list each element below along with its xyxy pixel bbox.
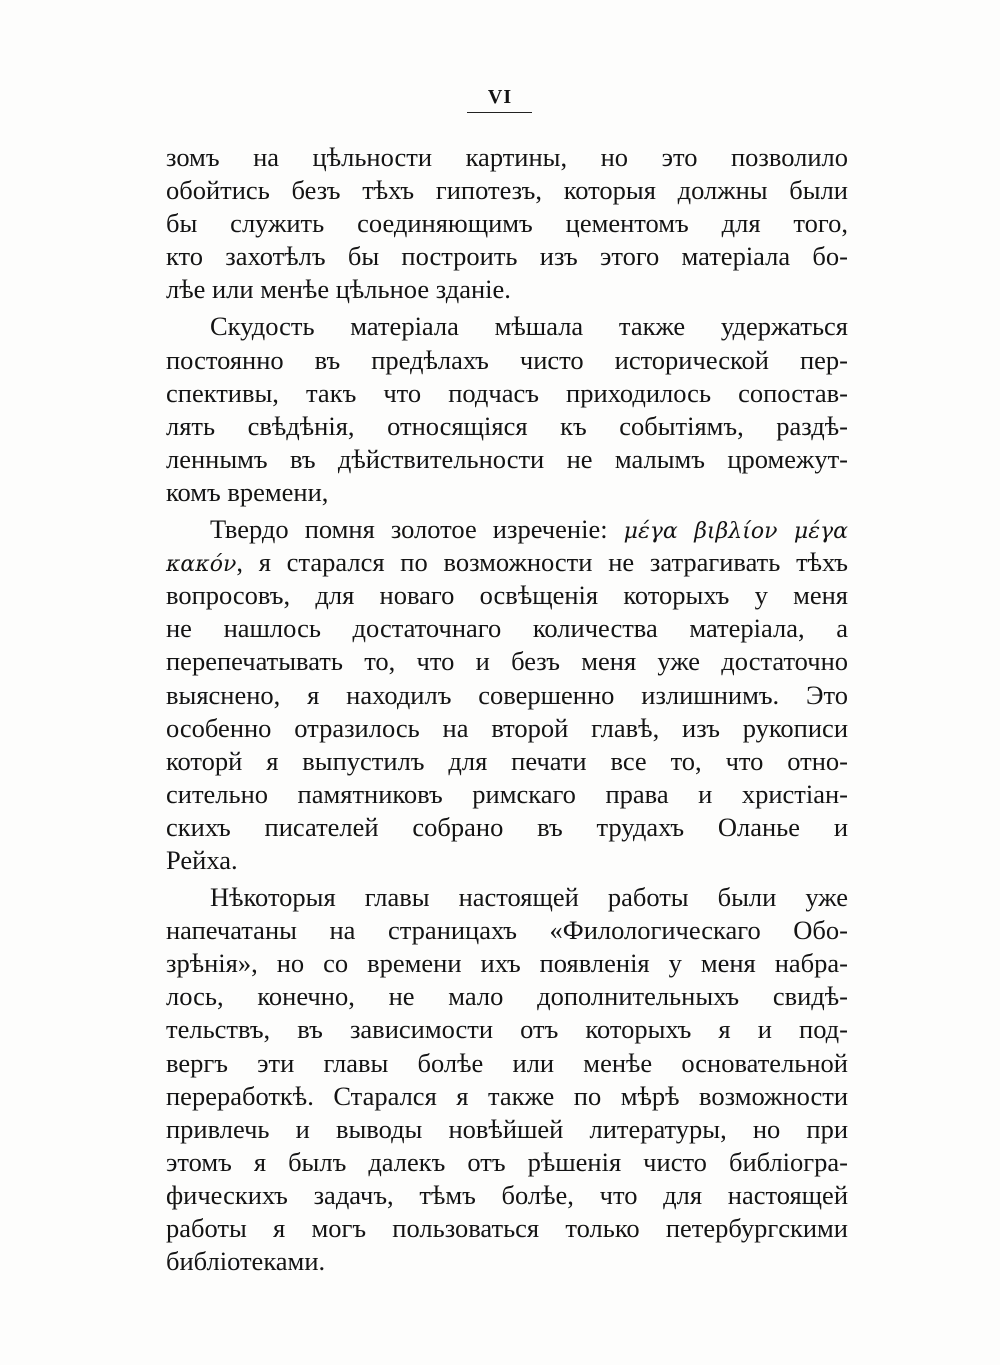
header-rule bbox=[467, 112, 532, 113]
paragraph-3 bbox=[166, 513, 848, 877]
text-line: особенно отразилось на второй главѣ, изъ рукописи bbox=[166, 712, 848, 743]
text-line: скихъ писателей собрано въ трудахъ Оланье и bbox=[166, 811, 848, 842]
text-line: напечатаны на страницахъ «Филологическаго Обо- bbox=[166, 915, 848, 946]
text-line: бы служить соединяющимъ цементомъ для того, bbox=[166, 208, 848, 239]
paragraph-4 bbox=[166, 881, 848, 1278]
paragraph-2 bbox=[166, 310, 848, 509]
text-line: фическихъ задачъ, тѣмъ болѣе, что для настоящей bbox=[166, 1179, 848, 1210]
text-line: комъ времени, bbox=[166, 476, 329, 507]
text-line: Нѣкоторыя главы настоящей работы были уже bbox=[210, 882, 848, 913]
paragraph-1 bbox=[166, 141, 848, 306]
text-line: перепечатывать то, что и безъ меня уже достаточно bbox=[166, 646, 848, 677]
quote-continuation: , я старался по возможности не затрагивать тѣхъ bbox=[236, 547, 848, 578]
text-line: переработкѣ. Старался я также по мѣрѣ возможности bbox=[166, 1080, 848, 1111]
body-text bbox=[166, 141, 848, 1278]
text-line: лось, конечно, не мало дополнительныхъ свидѣ- bbox=[166, 981, 848, 1012]
quote-intro: Твердо помня золотое изреченіе: bbox=[210, 514, 608, 545]
text-line: которй я выпустилъ для печати все то, что отно- bbox=[166, 745, 848, 776]
text-line bbox=[166, 546, 848, 579]
text-line: лѣе или менѣе цѣльное зданіе. bbox=[166, 274, 511, 305]
text-line: этомъ я былъ далекъ отъ рѣшенія чисто библіогра- bbox=[166, 1146, 848, 1177]
greek-quote: μέγα βιβλίον μέγα bbox=[623, 519, 849, 545]
text-line: вопросовъ, для новаго освѣщенія которыхъ у меня bbox=[166, 580, 848, 611]
page-number: VI bbox=[487, 86, 513, 108]
text-line: Скудость матеріала мѣшала также удержаться bbox=[210, 311, 848, 342]
text-line: кто захотѣлъ бы построить изъ этого матеріала бо- bbox=[166, 241, 848, 272]
text-line: вергъ эти главы болѣе или менѣе основательной bbox=[166, 1047, 848, 1078]
text-line: тельствъ, въ зависимости отъ которыхъ я и под- bbox=[166, 1014, 848, 1045]
text-line: зомъ на цѣльности картины, но это позволило bbox=[166, 142, 848, 172]
text-line: постоянно въ предѣлахъ чисто исторической пер- bbox=[166, 344, 848, 375]
text-line: сительно памятниковъ римскаго права и христіан- bbox=[166, 778, 848, 809]
text-line: выяснено, я находилъ совершенно излишнимъ. Это bbox=[166, 679, 848, 710]
text-line bbox=[166, 513, 848, 546]
text-line: привлечь и выводы новѣйшей литературы, но при bbox=[166, 1113, 848, 1144]
page-header bbox=[0, 86, 1000, 110]
text-line: спективы, такъ что подчасъ приходилось сопостав- bbox=[166, 377, 848, 408]
text-line: лять свѣдѣнія, относящіяся къ событіямъ, раздѣ- bbox=[166, 410, 848, 441]
text-line: не нашлось достаточнаго количества матеріала, а bbox=[166, 613, 848, 644]
text-line: обойтись безъ тѣхъ гипотезъ, которыя должны были bbox=[166, 175, 848, 206]
greek-quote-end: κακόν bbox=[166, 552, 237, 578]
text-line: Рейха. bbox=[166, 844, 238, 875]
text-line: работы я могъ пользоваться только петербургскими bbox=[166, 1213, 848, 1243]
text-line: библіотеками. bbox=[166, 1246, 326, 1277]
text-line: зрѣнія», но со времени ихъ появленія у меня набра- bbox=[166, 948, 848, 979]
text-line: леннымъ въ дѣйствительности не малымъ цромежут- bbox=[166, 443, 848, 474]
